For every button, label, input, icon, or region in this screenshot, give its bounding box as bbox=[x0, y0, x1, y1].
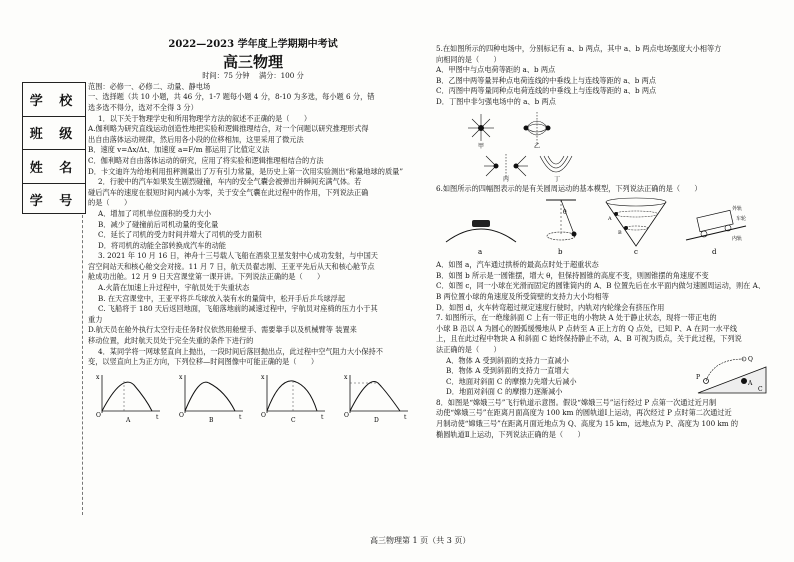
subject-title: 高三物理 bbox=[222, 52, 283, 71]
fig6-label-b: b bbox=[558, 248, 563, 257]
q4-c-x-label: x bbox=[261, 373, 265, 381]
q4-d-origin: O bbox=[343, 411, 349, 419]
fig6-label-d: d bbox=[712, 248, 717, 257]
right-column bbox=[436, 44, 776, 440]
section-heading-cont: 选多选不得分，选对不全得 3 分） bbox=[88, 102, 198, 112]
exam-title: 2022—2023 学年度上学期期中考试 bbox=[168, 39, 338, 50]
q6-option-c-cont: B 两位置小球的角速度及所受筒壁的支持力大小均相等 bbox=[436, 291, 609, 301]
student-id-label: 学 号 bbox=[29, 194, 79, 210]
q4-a-t-label: t bbox=[156, 413, 159, 421]
q8-stem-cont2: 月制动使“嫦娥三号”在距离月面近地点为 Q、高度为 15 km，远地点为 P、高度为 100 km 的 bbox=[436, 419, 739, 429]
q8-stem-cont: 动使“嫦娥三号”在距离月面高度为 100 km 的圆轨道Ⅰ上运动，再次经过 P 点时第二次通过近 bbox=[436, 408, 732, 418]
q2-option-c: C．延长了司机的受力时间并增大了司机的受力面积 bbox=[98, 230, 262, 240]
class-label: 班 级 bbox=[23, 117, 85, 151]
q5-field-figures bbox=[456, 110, 596, 182]
q7-block bbox=[436, 313, 776, 398]
q1-option-b: B．速度 v=Δx/Δt、加速度 a=F/m 都运用了比值定义法 bbox=[88, 145, 270, 155]
q4-stem-cont: 变，以竖直向上为正方向，下列位移—时间图像中可能正确的是（ ） bbox=[88, 357, 319, 367]
q2-option-b: B．减少了碰撞前后司机动量的变化量 bbox=[98, 219, 219, 229]
q1-option-a: A.伽利略为研究直线运动创造性地把实验和逻辑推理结合，对一个问题以研究推理形式得 bbox=[88, 124, 369, 134]
q6-stem: 6.如图所示的四幅图表示的是有关圆周运动的基本模型，下列说法正确的是（ ） bbox=[436, 183, 702, 193]
q1-option-d: D．卡文迪许为给地利用扭秤测量出了万有引力常量，是历史上第一次用实验测出“称量地球的质量” bbox=[88, 166, 403, 176]
q8-stem-end: 椭圆轨道Ⅱ上运动，下列说法正确的是（ ） bbox=[436, 429, 585, 439]
student-info-box bbox=[22, 82, 86, 214]
q6-option-d: D．如图 d，火车转弯超过规定速度行驶时，内轨对内轮缘会有挤压作用 bbox=[436, 302, 665, 312]
q3-option-b: B. 在天宫课堂中，王亚平将乒乓球放入装有水的量筒中，松开手后乒乓球浮起 bbox=[98, 293, 346, 303]
q1-option-a-cont: 出自由落体运动规律，然后用各小段的位移相加，这里采用了微元法 bbox=[88, 134, 304, 144]
q4-graph-a bbox=[94, 371, 164, 423]
q3-option-d: D.航天员在舱外执行太空行走任务时仪依然用舱壁手、需要靠手以及机械臂等 装置来 bbox=[88, 325, 357, 335]
school-label: 学 校 bbox=[23, 83, 85, 117]
q6-circular-motion-figures bbox=[436, 196, 756, 258]
q6-option-b: B．如图 b 所示是一圆锥摆，增大 θ，但保持圆锥的高度不变，则圆锥摆的角速度不变 bbox=[436, 270, 709, 280]
q5-option-a: A．甲图中与点电荷等距的 a、b 两点 bbox=[436, 65, 556, 75]
q7-stem-end: 法正确的是（ ） bbox=[436, 344, 501, 354]
fig5-label-bing: 丙 bbox=[503, 175, 510, 182]
fig6-inner-rail: 内轨 bbox=[732, 236, 743, 243]
q7-option-a: A．物体 A 受到斜面的支持力一直减小 bbox=[446, 355, 569, 365]
fig6-outer-rail: 外轨 bbox=[732, 206, 743, 213]
q7-incline-figure bbox=[692, 353, 772, 399]
q4-label-b: B bbox=[208, 416, 214, 423]
q7-option-c: C．地面对斜面 C 的摩擦力先增大后减小 bbox=[446, 376, 577, 386]
q7-label-p: P bbox=[696, 374, 701, 382]
q7-option-b: B．物体 A 受到斜面的支持力一直增大 bbox=[446, 366, 569, 376]
q5-option-b: B．乙图中两等量异种点电荷连线的中垂线上与连线等距的 a、b 两点 bbox=[436, 75, 656, 85]
name-label: 姓 名 bbox=[23, 150, 85, 184]
q7-label-q: Q bbox=[748, 356, 753, 364]
fig5-label-jia: 甲 bbox=[478, 142, 485, 150]
fig6-label-c: c bbox=[634, 248, 638, 257]
q6-option-a: A．如图 a，汽车通过拱桥的最高点时处于超重状态 bbox=[436, 260, 599, 270]
q4-stem: 4．某同学将一网球竖直向上抛出，一段时间后落回抛出点，此过程中空气阻力大小保持不 bbox=[98, 346, 383, 356]
fig6-label-a: a bbox=[478, 248, 483, 257]
time-score: 时间：75 分钟 满分：100 分 bbox=[202, 71, 304, 81]
q6-option-c: C．如图 c，同一小球在光滑而固定的圆锥筒内的 A、B 位置先后在水平面内做匀速圆周运动，则在 A、 bbox=[436, 281, 766, 291]
page-footer: 高三物理第 1 页（共 3 页） bbox=[370, 536, 471, 545]
q7-label-a: A bbox=[748, 380, 753, 388]
q4-graph-d bbox=[342, 371, 412, 423]
q4-b-origin: O bbox=[178, 411, 184, 419]
q4-c-t-label: t bbox=[321, 413, 324, 421]
q3-option-a: A.火箭在加速上升过程中，宇航员处于失重状态 bbox=[98, 283, 250, 293]
fig6-theta: θ bbox=[563, 209, 567, 217]
q5-option-d: D．丁图中非匀强电场中的 a、b 两点 bbox=[436, 96, 556, 106]
q4-b-x-label: x bbox=[178, 373, 183, 381]
q4-graph-c bbox=[259, 371, 329, 423]
q4-c-origin: O bbox=[261, 411, 267, 419]
q7-option-d: D．地面对斜面 C 的摩擦力逐渐减小 bbox=[446, 387, 563, 397]
fig6-point-a: A bbox=[608, 216, 612, 223]
q7-stem-cont2: 上，且在此过程中物块 A 和斜面 C 始终保持静止不动，A、B 可视为质点，关于此过程，下列说 bbox=[436, 334, 742, 344]
q5-stem-cont: 向相同的是（ ） bbox=[436, 54, 501, 64]
q1-option-c: C．伽利略对自由落体运动的研究，应用了将实验和逻辑推理相结合的方法 bbox=[88, 155, 324, 165]
q4-a-x-label: x bbox=[96, 373, 100, 381]
q4-label-a: A bbox=[126, 416, 131, 423]
binding-line bbox=[82, 215, 83, 515]
q4-d-x-label: x bbox=[343, 373, 348, 381]
fig5-label-yi: 乙 bbox=[534, 142, 541, 150]
q2-stem-cont: 碰后汽车的速度在很短时间内减小为零，关于安全气囊在此过程中的作用，下列说法正确 bbox=[88, 187, 369, 197]
q7-stem: 7. 如图所示，在一绝缘斜面 C 上有一带正电的小物块 A 处于静止状态，现将一带正电的 bbox=[436, 313, 717, 323]
q4-graph-b bbox=[177, 371, 247, 423]
q3-stem-end: 舱成功出舱。12 月 9 日天宫课堂第一课开讲。下列说法正确的是（ ） bbox=[88, 272, 325, 282]
fig6-wheel: 车轮 bbox=[736, 216, 747, 223]
q7-label-c: C bbox=[758, 386, 763, 394]
q8-stem: 8．如图是“嫦娥三号”飞行轨道示意图。假设“嫦娥三号”运行经过 P 点第一次通过近月制 bbox=[436, 397, 717, 407]
q2-option-d: D．将司机的动能全部转换成汽车的动能 bbox=[98, 240, 226, 250]
q2-stem: 2．行驶中的汽车如果发生剧烈碰撞，车内的安全气囊会被弹出并瞬间充满气体。若 bbox=[98, 177, 362, 187]
exam-scope: 范围：必修一、必修二、动量、静电场 bbox=[88, 81, 211, 91]
q4-label-d: D bbox=[373, 416, 379, 423]
fig5-label-ding: 丁 bbox=[554, 175, 561, 182]
q4-graphs bbox=[88, 371, 418, 423]
q3-stem-cont: 宫空间站天和核心舱交会对接。11 月 7 日，航天员翟志刚、王亚平先后从天和核心舱节点 bbox=[88, 261, 375, 271]
q2-option-a: A．增加了司机单位面积的受力大小 bbox=[98, 208, 212, 218]
q3-option-c-cont: 重力 bbox=[88, 314, 103, 324]
section-heading: 一、选择题（共 10 小题，共 46 分，1-7 题每小题 4 分，8-10 为多选，每小题 6 分，错 bbox=[88, 92, 375, 102]
q3-option-c: C. 飞船将于 180 天后返回地面，飞船落地前的减速过程中，宇航员对座椅的压力小于其 bbox=[98, 304, 378, 314]
q4-b-t-label: t bbox=[238, 413, 242, 421]
left-column bbox=[88, 40, 418, 426]
q3-option-d-cont: 移动位置，此时航天员处于完全失重的条件下进行的 bbox=[88, 336, 254, 346]
q1-stem: 1．以下关于物理学史和所用物理学方法的叙述不正确的是（ ） bbox=[98, 113, 312, 123]
q4-d-t-label: t bbox=[403, 413, 407, 421]
q5-option-c: C．丙图中两等量同种点电荷连线的中垂线上与连线等距的 a、b 两点 bbox=[436, 86, 657, 96]
q2-stem-end: 的是（ ） bbox=[88, 198, 132, 208]
q4-a-origin: O bbox=[96, 411, 102, 419]
fig6-point-b: B bbox=[618, 230, 622, 237]
q7-stem-cont: 小球 B 沿以 A 为圆心的圆弧缓慢地从 P 点转至 A 正上方的 Q 点处，已知 P、A 在同一水平线 bbox=[436, 323, 738, 333]
q5-stem: 5.在如图所示的四种电场中，分别标记有 a、b 两点，其中 a、b 两点电场强度大小相等方 bbox=[436, 44, 722, 53]
q3-stem: 3. 2021 年 10 月 16 日，神舟十三号载人飞船在酒泉卫星发射中心成功发射，与中国天 bbox=[98, 251, 378, 261]
q4-label-c: C bbox=[291, 416, 296, 423]
